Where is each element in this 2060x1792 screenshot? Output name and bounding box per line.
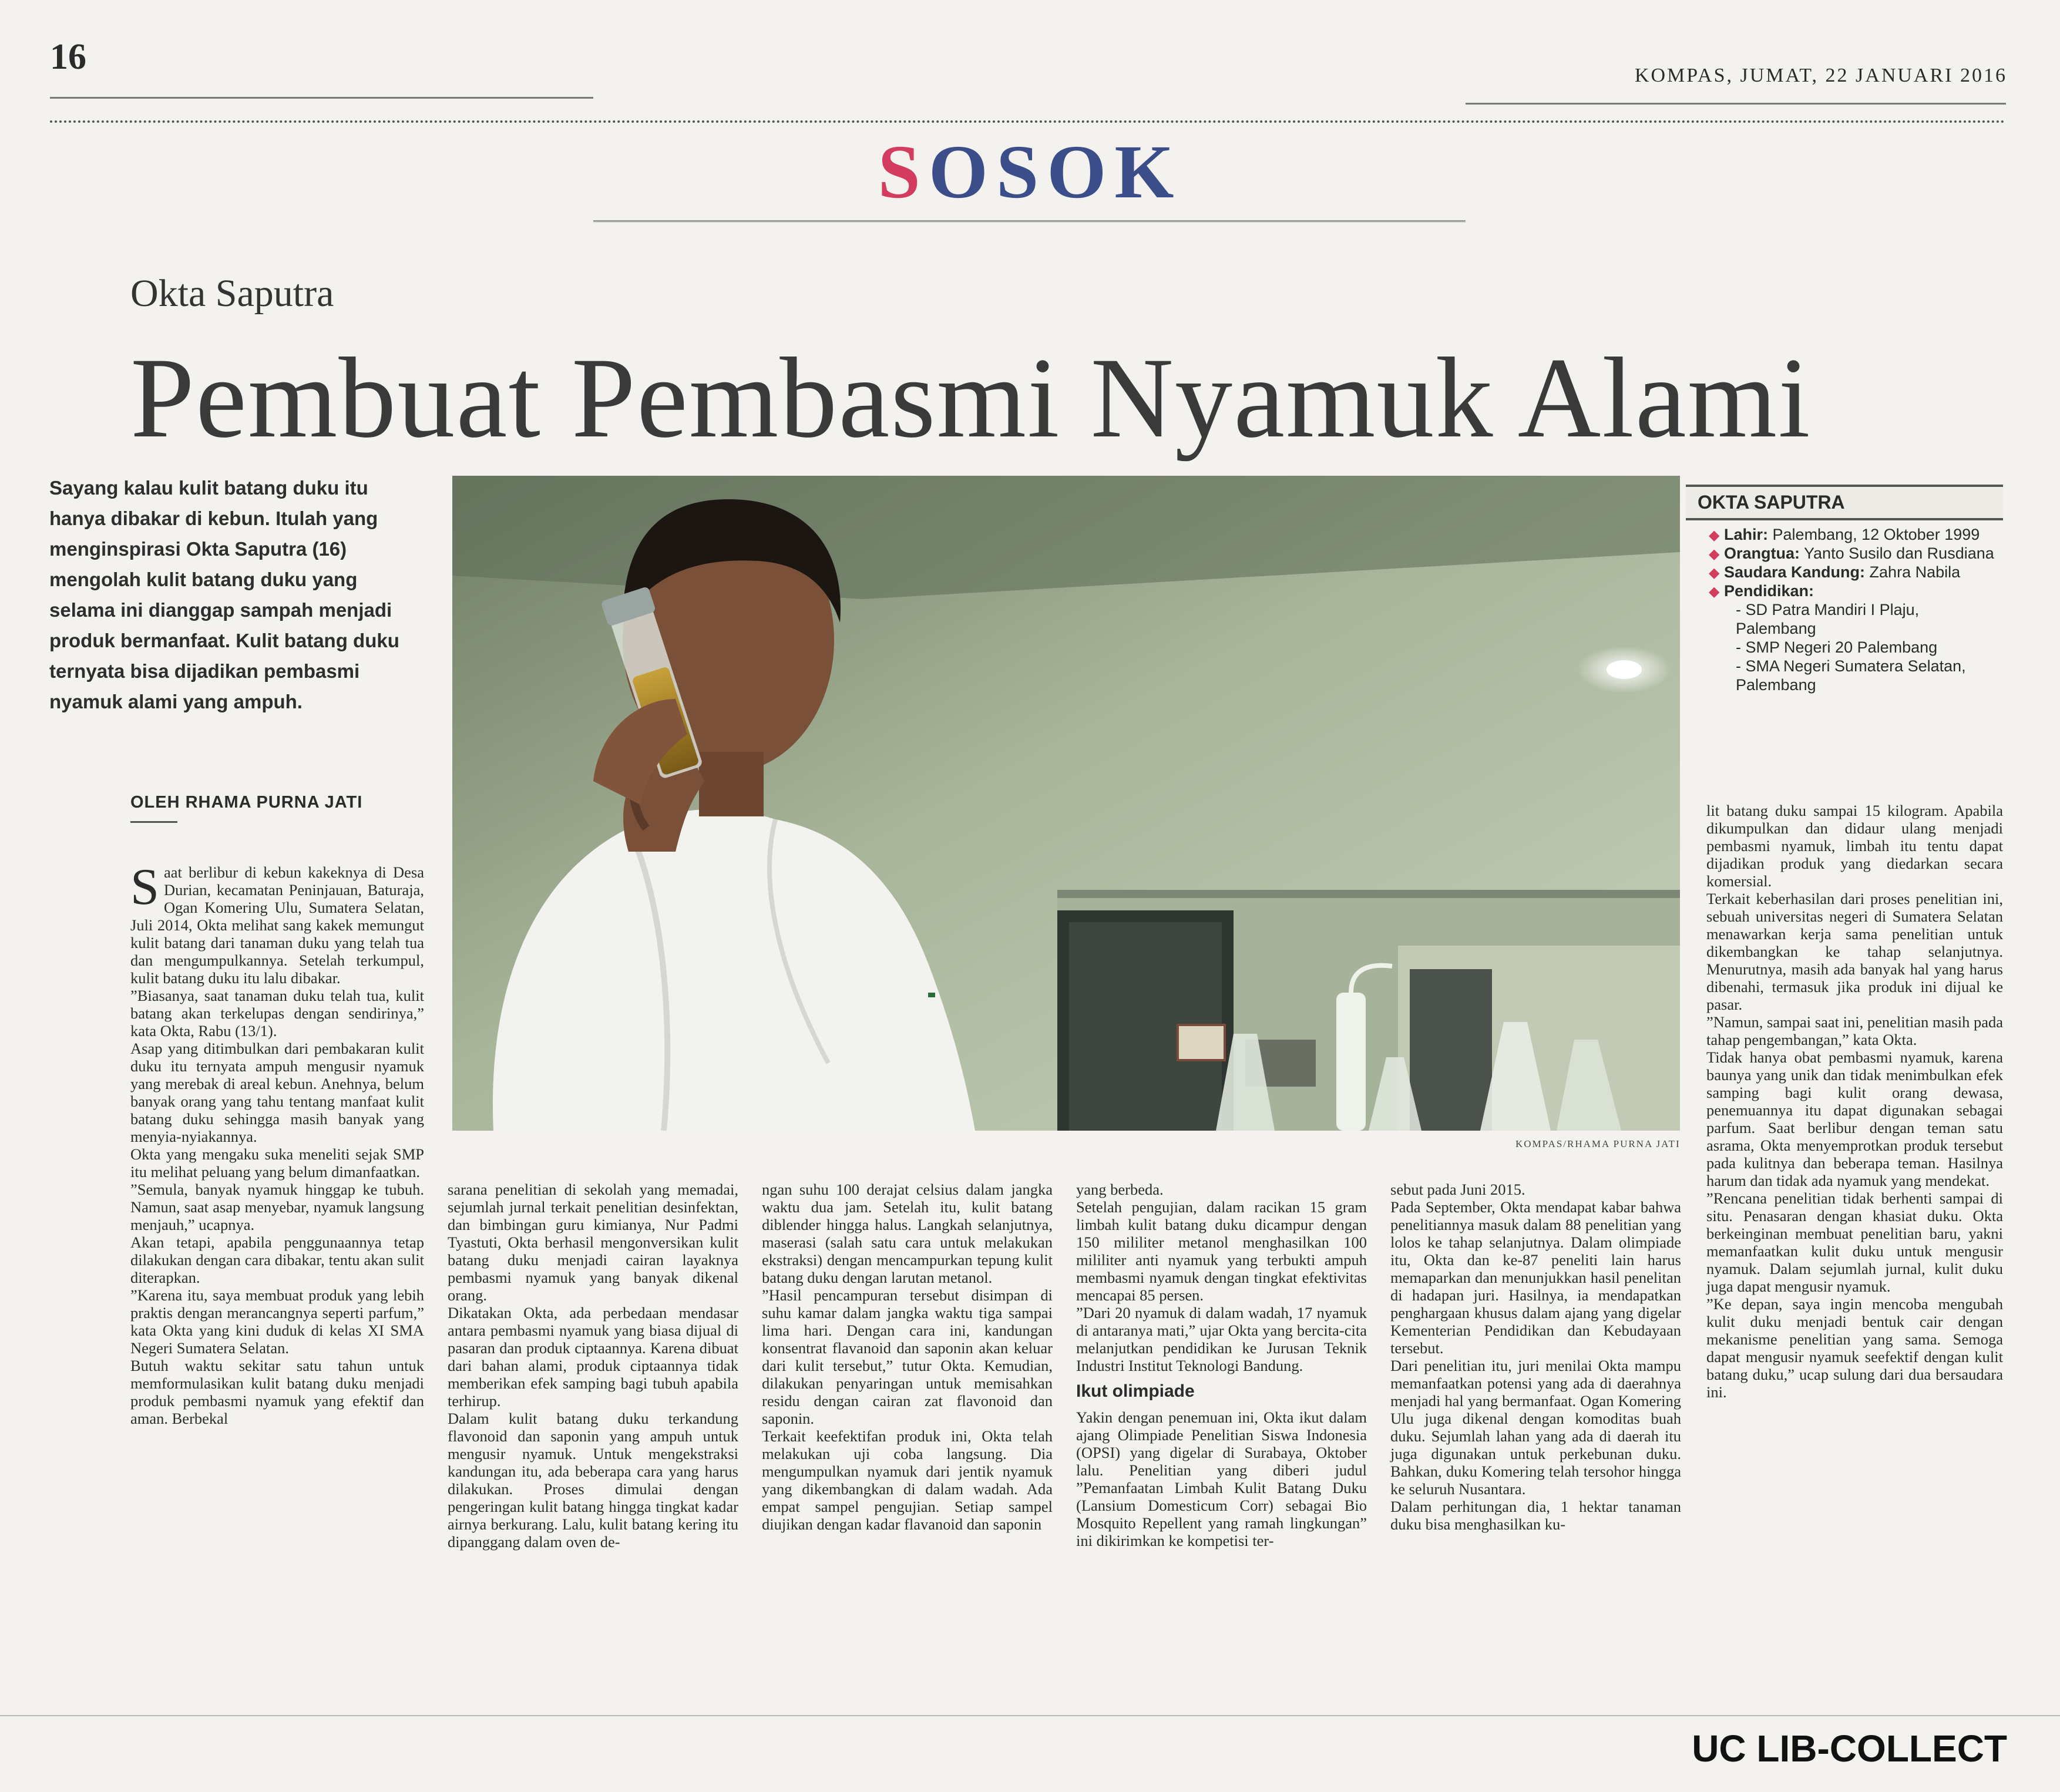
header-dotted-rule <box>50 120 2006 123</box>
column-paragraph: ”Semula, banyak nyamuk hinggap ke tubuh. Namun, saat asap menyebar, nyamuk langsung menjauh,” ucapnya. <box>130 1181 424 1233</box>
column-paragraph: aat berlibur di kebun kakeknya di Desa Durian, kecamatan Peninjauan, Baturaja, Ogan Komering Ulu, Sumatera Selatan, Juli 2014, Okta melihat sang kakek memungut kulit batang dari tanaman duku yang telah tua dan mengumpulkannya. Setelah terkumpul, kulit batang duku itu lalu dibakar. <box>130 863 424 987</box>
column-paragraph: ”Karena itu, saya membuat produk yang lebih praktis dengan merancangnya seperti parfum,” kata Okta yang kini duduk di kelas XI SMA Negeri Sumatera Selatan. <box>130 1286 424 1357</box>
page-number: 16 <box>50 37 86 77</box>
profile-item-orangtua: ◆ Orangtua: Yanto Susilo dan Rusdiana <box>1724 544 2003 563</box>
byline: OLEH RHAMA PURNA JATI <box>130 793 363 812</box>
article-column-3 <box>762 1181 1053 1533</box>
article-headline: Pembuat Pembasmi Nyamuk Alami <box>130 334 1812 462</box>
column-paragraph: Pada September, Okta mendapat kabar bahwa penelitiannya masuk dalam 88 penelitian yang lolos ke tahap selanjutnya. Dalam olimpiade itu, Okta dan ke-87 peneliti lain harus memaparkan dan menunjukkan hasil penelitan di hadapan juri. Hasilnya, ia mendapatkan penghargaan khusus dalam ajang yang digelar Kementerian Pendidikan dan Kebudayaan tersebut. <box>1390 1198 1681 1357</box>
column-paragraph: Terkait keefektifan produk ini, Okta telah melakukan uji coba langsung. Dia mengumpulkan nyamuk dari jentik nyamuk yang dikembangkan di dalam wadah. Ada empat sampel pengujian. Setiap sampel diujikan dengan kadar flavanoid dan saponin <box>762 1427 1053 1533</box>
header-rule-left <box>50 97 593 99</box>
column-paragraph: Dikatakan Okta, ada perbedaan mendasar antara pembasmi nyamuk yang biasa dijual di pasaran dan produk ciptaannya. Karena dibuat dari bahan alami, produk ciptaannya tidak memberikan efek samping bagi tubuh apabila terhirup. <box>448 1304 738 1410</box>
profile-item-pendidikan: ◆ Pendidikan: <box>1724 581 2003 600</box>
column-paragraph: ”Biasanya, saat tanaman duku telah tua, kulit batang akan terkelupas dengan sendirinya,” kata Okta, Rabu (13/1). <box>130 987 424 1040</box>
column-paragraph: yang berbeda. <box>1076 1181 1164 1198</box>
article-column-6 <box>1706 802 2003 1401</box>
masthead-date: KOMPAS, JUMAT, 22 JANUARI 2016 <box>1634 65 2007 86</box>
column-paragraph: Yakin dengan penemuan ini, Okta ikut dalam ajang Olimpiade Penelitian Siswa Indonesia (OPSI) yang digelar di Surabaya, Oktober lalu. Penelitian yang diberi judul ”Pemanfaatan Limbah Kulit Batang Duku (Lansium Domesticum Corr) sebagai Bio Mosquito Repellent yang ramah lingkungan” ini dikirimkan ke kompetisi ter- <box>1076 1408 1367 1549</box>
column-paragraph: Okta yang mengaku suka meneliti sejak SMP itu melihat peluang yang belum dimanfaatkan. <box>130 1145 424 1181</box>
column-paragraph: Asap yang ditimbulkan dari pembakaran kulit duku itu ternyata ampuh mengusir nyamuk yang merebak di areal kebun. Anehnya, belum banyak orang yang tahu tentang manfaat kulit batang duku sehingga masih banyak yang menyia-nyiakannya. <box>130 1040 424 1145</box>
diamond-bullet-icon: ◆ <box>1709 565 1720 581</box>
column-paragraph: Dalam perhitungan dia, 1 hektar tanaman duku bisa menghasilkan ku- <box>1390 1498 1681 1533</box>
column-paragraph: Terkait keberhasilan dari proses penelitian ini, sebuah universitas negeri di Sumatera Selatan menawarkan kerja sama penelitian untuk dikembangkan ke tahap selanjutnya. Menurutnya, masih ada banyak hal yang harus dibenahi, termasuk jika produk ini dijual ke pasar. <box>1706 890 2003 1013</box>
column-paragraph: ”Namun, sampai saat ini, penelitian masih pada tahap pengembangan,” kata Okta. <box>1706 1013 2003 1048</box>
profile-list <box>1686 525 2003 694</box>
article-column-5 <box>1390 1181 1681 1533</box>
byline-rule <box>130 821 177 823</box>
diamond-bullet-icon: ◆ <box>1709 546 1720 562</box>
column-paragraph: Setelah pengujian, dalam racikan 15 gram limbah kulit batang duku dicampur dengan 150 mililiter metanol menghasilkan 100 mililiter anti nyamuk yang terbukti ampuh membasmi nyamuk dengan tingkat efektivitas mencapai 85 persen. <box>1076 1198 1367 1304</box>
article-column-1 <box>130 859 424 1427</box>
column-paragraph: ngan suhu 100 derajat celsius dalam jangka waktu dua jam. Setelah itu, kulit batang diblender hingga halus. Langkah selanjutnya, maserasi (salah satu cara untuk melakukan ekstraksi) dengan mencampurkan tepung kulit batang duku dengan larutan metanol. <box>762 1181 1053 1286</box>
article-column-2 <box>448 1181 738 1551</box>
profile-education-1: - SD Patra Mandiri I Plaju, Palembang <box>1736 601 1920 637</box>
section-rubric <box>0 128 2060 216</box>
column-paragraph: ”Ke depan, saya ingin mencoba mengubah kulit duku menjadi bentuk cair dengan mekanisme penelitian yang sama. Semoga dapat mengusir nyamuk seefektif dengan kulit batang duku,” ucap sulung dari dua bersaudara ini. <box>1706 1295 2003 1401</box>
column-paragraph: sarana penelitian di sekolah yang memadai, sejumlah jurnal terkait penelitian desinfektan, dan bimbingan guru kimianya, Nur Padmi Tyastuti, Okta berhasil mengonversikan kulit batang duku menjadi cairan layaknya pembasmi nyamuk yang banyak dikenal orang. <box>448 1181 738 1304</box>
rubric-first-letter: S <box>878 130 929 214</box>
article-kicker: Okta Saputra <box>130 272 334 315</box>
library-stamp: UC LIB-COLLECT <box>1692 1727 2007 1770</box>
footer-rule <box>0 1715 2060 1716</box>
article-column-4 <box>1076 1181 1367 1549</box>
rubric-rest: OSOK <box>928 130 1182 214</box>
diamond-bullet-icon: ◆ <box>1709 584 1720 600</box>
column-paragraph: Tidak hanya obat pembasmi nyamuk, karena baunya yang unik dan tidak menimbulkan efek samping bagi kulit orang dewasa, penemuannya itu dapat digunakan sebagai parfum. Saat berlibur dengan teman satu asrama, Okta menyemprotkan produk tersebut pada kulitnya dan beberapa teman. Hasilnya harum dan tidak ada nyamuk yang mendekat. <box>1706 1048 2003 1189</box>
profile-item-saudara: ◆ Saudara Kandung: Zahra Nabila <box>1724 563 2003 581</box>
column-paragraph: ”Hasil pencampuran tersebut disimpan di suhu kamar dalam jangka waktu tiga sampai lima hari. Dengan cara ini, kandungan konsentrat flavanoid dan saponin akan keluar dari kulit tersebut,” tutur Okta. Kemudian, dilakukan penyaringan untuk memisahkan residu dengan cairan zat flavonoid dan saponin. <box>762 1286 1053 1427</box>
column-paragraph: Akan tetapi, apabila penggunaannya tetap dilakukan dengan cara dibakar, tentu akan sulit diterapkan. <box>130 1233 424 1286</box>
profile-education-3: - SMA Negeri Sumatera Selatan, Palembang <box>1736 657 1966 694</box>
column-paragraph: lit batang duku sampai 15 kilogram. Apabila dikumpulkan dan didaur ulang menjadi pembasmi nyamuk, limbah itu tentu dapat dijadikan produk yang diedarkan secara komersial. <box>1706 802 2003 890</box>
column-paragraph: sebut pada Juni 2015. <box>1390 1181 1525 1198</box>
column-paragraph: ”Dari 20 nyamuk di dalam wadah, 17 nyamuk di antaranya mati,” ujar Okta yang bercita-cita melanjutkan pendidikan ke Jurusan Teknik Industri Institut Teknologi Bandung. <box>1076 1304 1367 1374</box>
column-paragraph: Butuh waktu sekitar satu tahun untuk memformulasikan kulit batang duku menjadi produk pembasmi nyamuk yang efektif dan aman. Berbekal <box>130 1357 424 1427</box>
article-photo <box>452 476 1680 1131</box>
diamond-bullet-icon: ◆ <box>1709 527 1720 543</box>
drop-cap: S <box>130 859 159 916</box>
photo-illustration <box>452 476 1680 1131</box>
article-subhead: Ikut olimpiade <box>1076 1381 1195 1401</box>
profile-education-2: - SMP Negeri 20 Palembang <box>1736 638 1938 656</box>
column-paragraph: Dalam kulit batang duku terkandung flavonoid dan saponin yang ampuh untuk mengusir nyamuk. Untuk mengekstraksi kandungan itu, ada beberapa cara yang harus dilakukan. Proses dimulai dengan pengeringan kulit batang hingga tingkat kadar airnya berkurang. Lalu, kulit batang kering itu dipanggang dalam oven de- <box>448 1410 738 1551</box>
article-lead: Sayang kalau kulit batang duku itu hanya dibakar di kebun. Itulah yang menginspirasi Okta Saputra (16) mengolah kulit batang duku yang selama ini dianggap sampah menjadi produk bermanfaat. Kulit batang duku ternyata bisa dijadikan pembasmi nyamuk alami yang ampuh. <box>49 477 399 712</box>
rubric-underline <box>593 220 1466 222</box>
profile-box <box>1686 485 2003 694</box>
photo-credit: KOMPAS/RHAMA PURNA JATI <box>1515 1138 1681 1149</box>
column-paragraph: Dari penelitian itu, juri menilai Okta mampu memanfaatkan potensi yang ada di daerahnya menjadi hal yang bermanfaat. Ogan Komering Ulu juga dikenal dengan komoditas buah duku. Sejumlah lahan yang ada di daerah itu juga digunakan untuk perkebunan duku. Bahkan, duku Komering telah tersohor hingga ke seluruh Nusantara. <box>1390 1357 1681 1498</box>
header-rule-right <box>1466 103 2006 105</box>
profile-title: OKTA SAPUTRA <box>1686 485 2003 520</box>
column-paragraph: ”Rencana penelitian tidak berhenti sampai di situ. Penasaran dengan khasiat duku. Okta berkeinginan membuat penelitian baru, yakni memanfaatkan kulit duku untuk mengusir nyamuk. Dalam sejumlah jurnal, kulit duku juga dapat mengusir nyamuk. <box>1706 1189 2003 1295</box>
profile-item-lahir: ◆ Lahir: Palembang, 12 Oktober 1999 <box>1724 525 2003 544</box>
